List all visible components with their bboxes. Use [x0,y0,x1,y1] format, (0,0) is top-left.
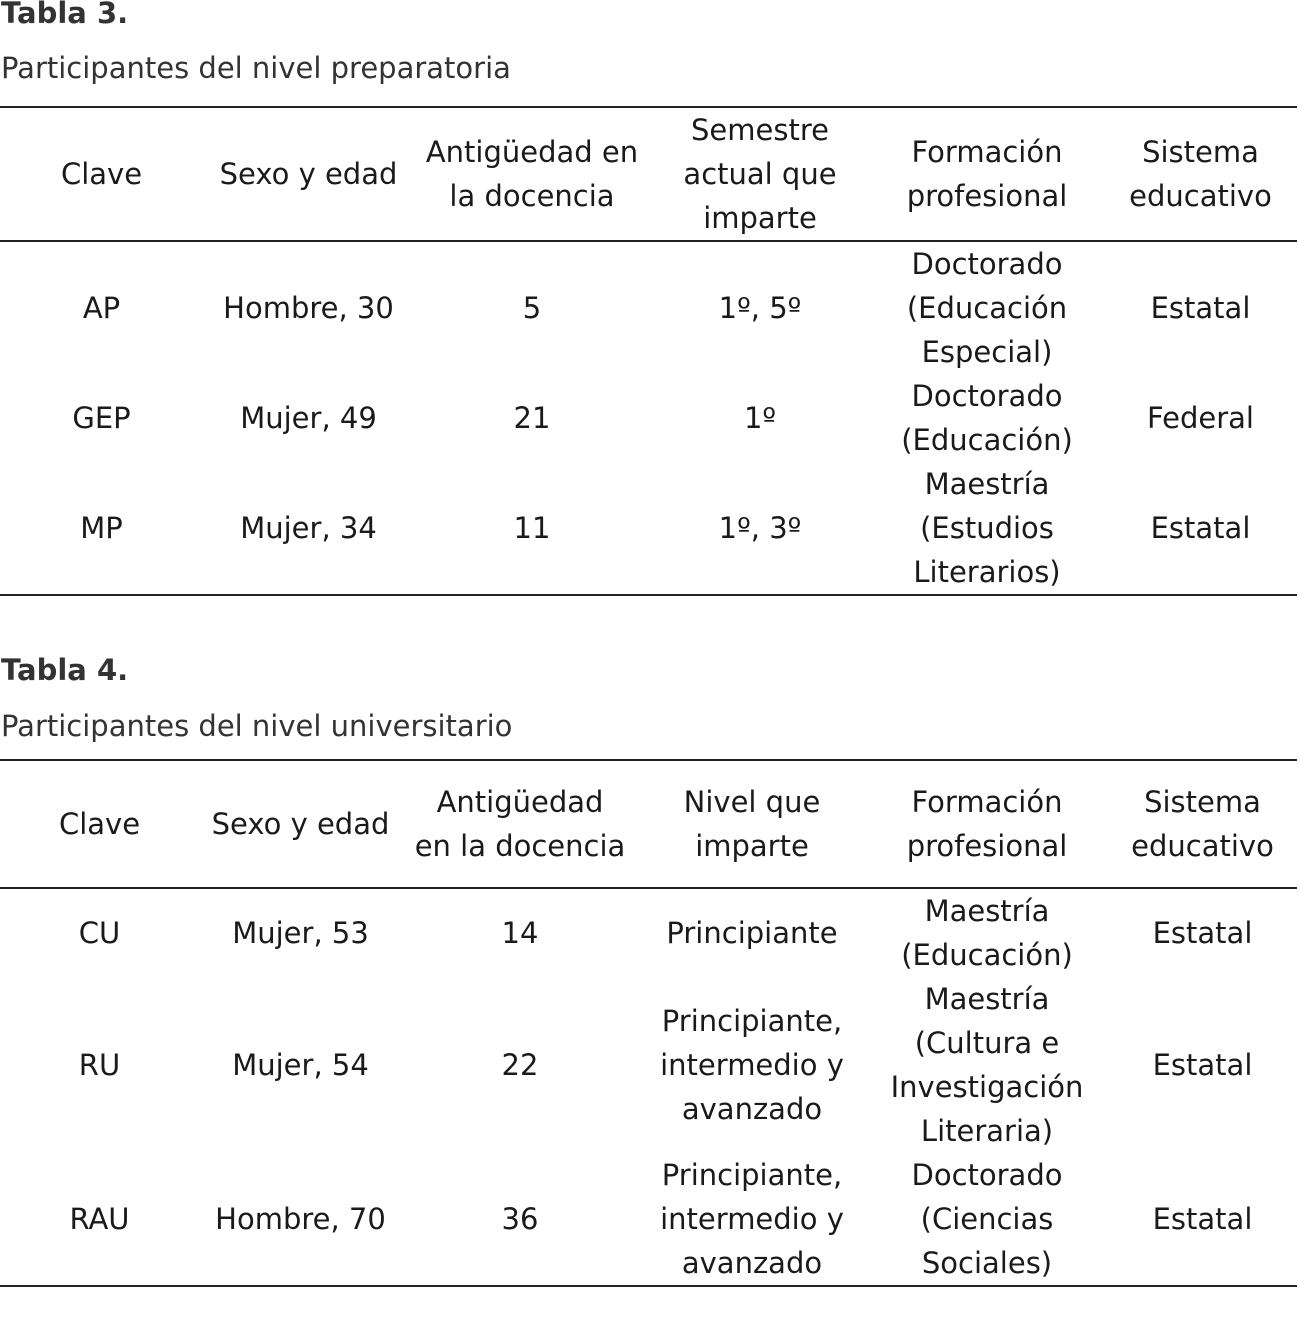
col-header-clave: Clave [58,807,141,841]
cell-clave: AP [82,291,121,325]
cell-sistema: Estatal [1152,1048,1253,1082]
cell-antiguedad: 5 [522,291,542,325]
table-4-block [0,653,1297,1280]
cell-clave: GEP [72,401,131,435]
col-header-clave: Clave [60,157,143,191]
cell-clave: MP [80,511,123,545]
cell-sistema: Estatal [1152,916,1253,950]
cell-semestre: 1º [743,401,777,435]
cell-formacion: Maestría (Cultura e Investigación Literaria) [890,982,1084,1148]
table-row [0,888,1297,977]
col-header-antiguedad: Antigüedad en la docencia [414,785,626,863]
table-4-label: Tabla 4. [1,653,129,687]
cell-sexo-edad: Mujer, 53 [232,916,369,950]
cell-antiguedad: 14 [501,916,539,950]
cell-sexo-edad: Mujer, 49 [240,401,377,435]
col-header-formacion: Formación profesional [906,785,1068,863]
table-3-label: Tabla 3. [1,0,129,30]
cell-semestre: 1º, 3º [718,511,802,545]
table-row [0,1153,1297,1286]
cell-sexo-edad: Mujer, 54 [232,1048,369,1082]
cell-sexo-edad: Mujer, 34 [240,511,377,545]
col-header-formacion: Formación profesional [906,135,1068,213]
cell-formacion: Doctorado (Educación) [901,379,1073,457]
cell-sistema: Estatal [1152,1202,1253,1236]
cell-formacion: Doctorado (Ciencias Sociales) [911,1158,1063,1280]
table-row [0,462,1297,595]
col-header-sistema: Sistema educativo [1131,785,1274,863]
table-row [0,977,1297,1153]
cell-sistema: Estatal [1150,511,1251,545]
table-4-caption: Participantes del nivel universitario [1,709,513,743]
cell-nivel: Principiante, intermedio y avanzado [660,1004,844,1126]
table-3-header-row [0,107,1297,241]
cell-sexo-edad: Hombre, 70 [215,1202,386,1236]
cell-sistema: Federal [1147,401,1254,435]
cell-nivel: Principiante [666,916,838,950]
table-row [0,374,1297,462]
col-header-semestre: Semestre actual que imparte [683,113,837,235]
col-header-sexo-edad: Sexo y edad [211,807,390,841]
cell-semestre: 1º, 5º [718,291,802,325]
cell-sexo-edad: Hombre, 30 [223,291,394,325]
cell-clave: RAU [69,1202,130,1236]
cell-formacion: Maestría (Educación) [901,894,1073,972]
cell-antiguedad: 21 [513,401,551,435]
col-header-sexo-edad: Sexo y edad [219,157,398,191]
cell-nivel: Principiante, intermedio y avanzado [660,1158,844,1280]
cell-antiguedad: 11 [513,511,551,545]
table-4 [0,759,1297,1287]
col-header-sistema: Sistema educativo [1129,135,1272,213]
table-row [0,241,1297,374]
cell-clave: CU [78,916,121,950]
table-3-caption: Participantes del nivel preparatoria [1,51,511,85]
cell-formacion: Maestría (Estudios Literarios) [913,467,1061,589]
table-3 [0,106,1297,596]
cell-formacion: Doctorado (Educación Especial) [906,247,1068,369]
cell-antiguedad: 36 [501,1202,539,1236]
col-header-antiguedad: Antigüedad en la docencia [425,135,639,213]
cell-sistema: Estatal [1150,291,1251,325]
table-4-header-row [0,760,1297,888]
cell-clave: RU [78,1048,121,1082]
table-3-block [0,0,1297,589]
cell-antiguedad: 22 [501,1048,539,1082]
col-header-nivel: Nivel que imparte [683,785,821,863]
